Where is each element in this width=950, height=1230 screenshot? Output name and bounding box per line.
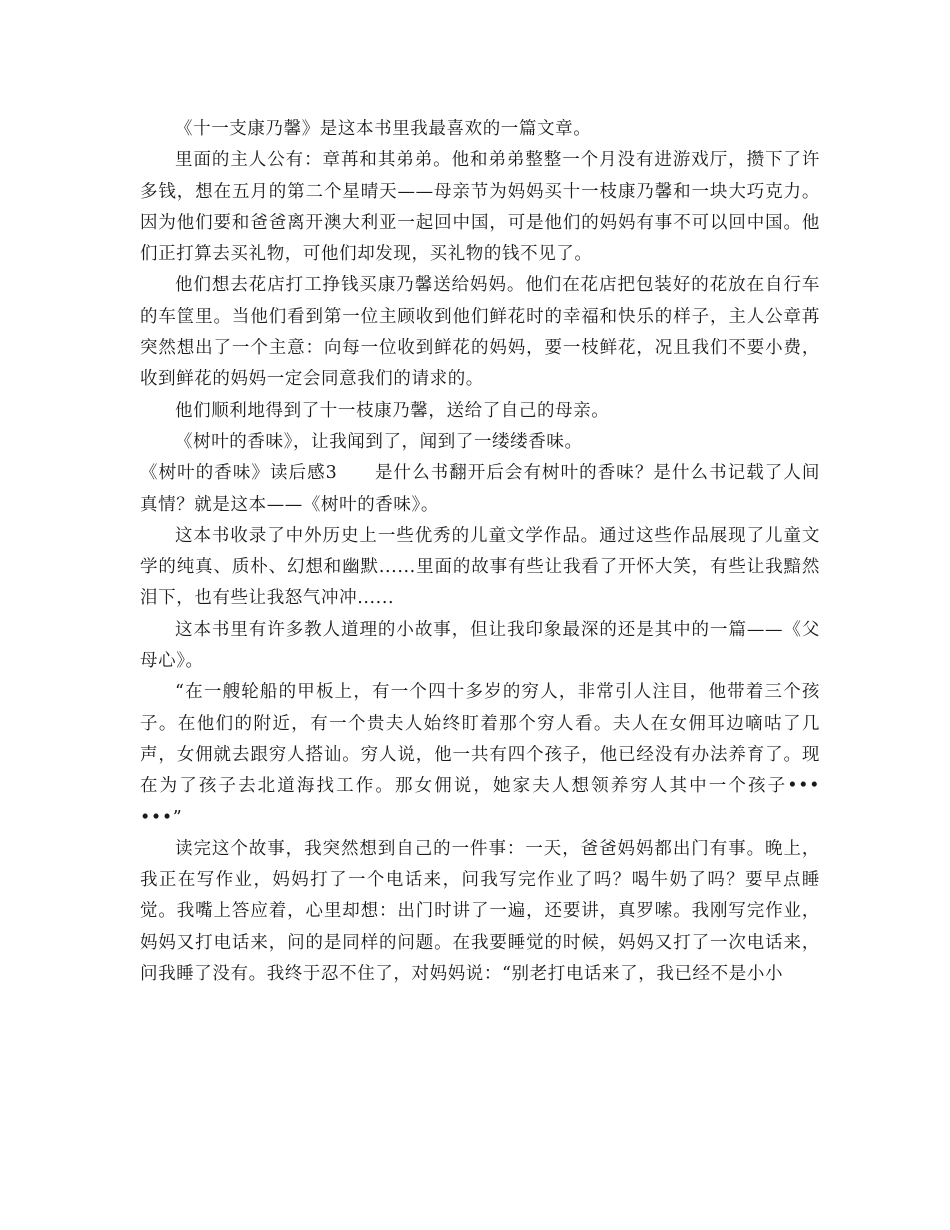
body-text — [140, 114, 839, 990]
paragraph-parents-heart: 这本书里有许多教人道理的小故事，但让我印象最深的还是其中的一篇——《父母心》。 — [140, 619, 820, 672]
paragraph-eleven-carnations: 他们顺利地得到了十一枝康乃馨，送给了自己的母亲。 — [175, 400, 610, 421]
paragraph-flower-shop: 他们想去花店打工挣钱买康乃馨送给妈妈。他们在花店把包装好的花放在自行车的车筐里。当他们看到第一位主顾收到他们鲜花时的幸福和快乐的样子，主人公章苒突然想出了一个主意：向每一位收到鲜花的妈妈，要一枝鲜花，况且我们不要小费，收到鲜花的妈妈一定会同意我们的请求的。 — [140, 275, 820, 390]
paragraph-personal-story: 读完这个故事，我突然想到自己的一件事：一天，爸爸妈妈都出门有事。晚上，我正在写作业，妈妈打了一个电话来，问我写完作业了吗？喝牛奶了吗？要早点睡觉。我嘴上答应着，心里却想：出门时讲了一遍，还要讲，真罗嗦。我刚写完作业，妈妈又打电话来，问的是同样的问题。在我要睡觉的时候，妈妈又打了一次电话来，问我睡了没有。我终于忍不住了，对妈妈说：“别老打电话来了，我已经不是小小 — [140, 838, 820, 985]
paragraph-story-quote: “在一艘轮船的甲板上，有一个四十多岁的穷人，非常引人注目，他带着三个孩子。在他们的附近，有一个贵夫人始终盯着那个穷人看。夫人在女佣耳边嘀咕了几声，女佣就去跟穷人搭讪。穷人说，他一共有四个孩子，他已经没有办法养育了。现在为了孩子去北道海找工作。那女佣说，她家夫人想领养穷人其中一个孩子••• •••” — [140, 682, 839, 828]
paragraph-review-3-heading: 《树叶的香味》读后感3 是什么书翻开后会有树叶的香味？是什么书记载了人间真情？就是这本——《树叶的香味》。 — [140, 463, 820, 515]
paragraph-protagonists: 里面的主人公有：章苒和其弟弟。他和弟弟整整一个月没有进游戏厅，攒下了许多钱，想在五月的第二个星晴天——母亲节为妈妈买十一枝康乃馨和一块大巧克力。因为他们要和爸爸离开澳大利亚一起回中国，可是他们的妈妈有事不可以回中国。他们正打算去买礼物，可他们却发现，买礼物的钱不见了。 — [140, 150, 820, 265]
paragraph-favorite-article: 《十一支康乃馨》是这本书里我最喜欢的一篇文章。 — [175, 119, 592, 139]
paragraph-leaf-fragrance: 《树叶的香味》，让我闻到了，闻到了一缕缕香味。 — [175, 431, 583, 452]
paragraph-book-contents: 这本书收录了中外历史上一些优秀的儿童文学作品。通过这些作品展现了儿童文学的纯真、质朴、幻想和幽默......里面的故事有些让我看了开怀大笑，有些让我黯然泪下，也有些让我怒气冲冲...... — [140, 525, 820, 609]
